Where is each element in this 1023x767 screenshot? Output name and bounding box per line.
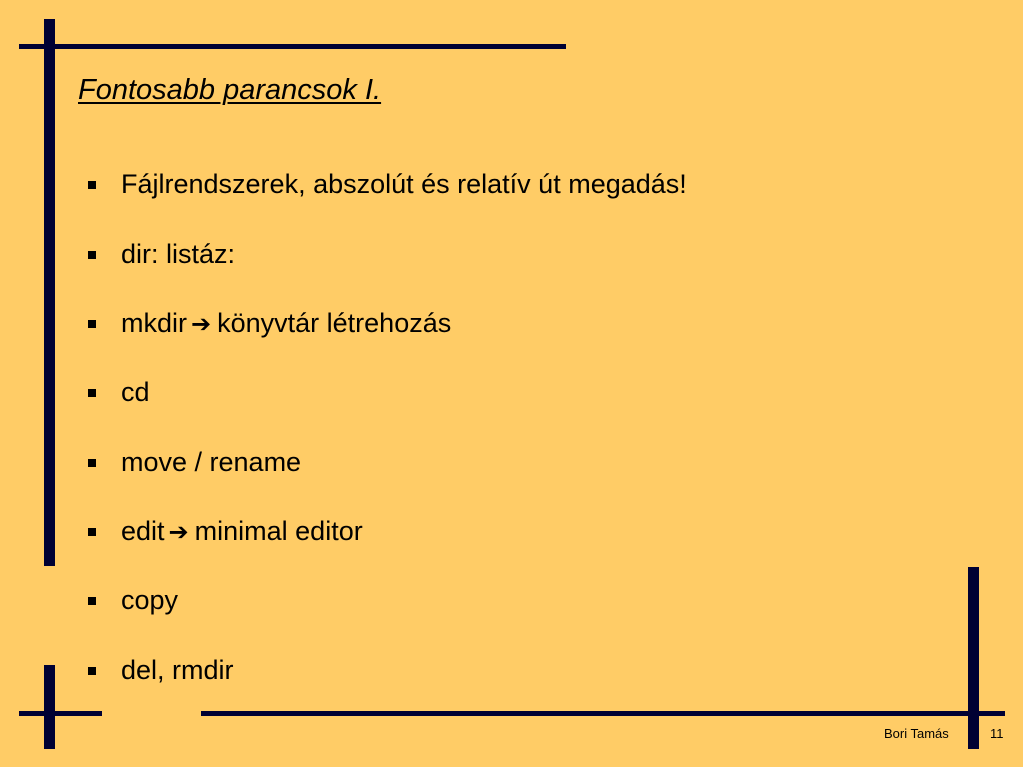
bullet-square-icon: [88, 181, 96, 189]
frame-line-right: [968, 567, 979, 749]
command-description: könyvtár létrehozás: [217, 308, 452, 338]
bullet-text: Fájlrendszerek, abszolút és relatív út megadás!: [121, 169, 687, 199]
frame-line-top: [19, 44, 566, 49]
bullet-text: [121, 513, 363, 550]
page-number: 11: [990, 726, 1004, 741]
command-name: mkdir: [121, 308, 187, 338]
bullet-square-icon: [88, 459, 96, 467]
frame-line-left: [44, 19, 55, 566]
bullet-item: [84, 652, 884, 688]
bullet-text: copy: [121, 585, 179, 615]
bullet-item: [84, 236, 884, 272]
bullet-text: del, rmdir: [121, 655, 234, 685]
bullet-item: [84, 166, 884, 202]
bullet-square-icon: [88, 320, 96, 328]
bullet-item: [84, 444, 884, 480]
command-description: minimal editor: [194, 516, 363, 546]
bullet-square-icon: [88, 528, 96, 536]
bullet-item: [84, 374, 884, 410]
bullet-square-icon: [88, 251, 96, 259]
bullet-text: dir: listáz:: [121, 239, 236, 269]
bullet-item: [84, 582, 884, 618]
bullet-text: move / rename: [121, 447, 302, 477]
bullet-item: [84, 513, 884, 549]
bullet-square-icon: [88, 667, 96, 675]
right-arrow-icon: ➔: [168, 518, 189, 546]
bullet-text: cd: [121, 377, 150, 407]
footer-author: Bori Tamás: [884, 726, 949, 741]
right-arrow-icon: ➔: [191, 310, 212, 338]
bullet-square-icon: [88, 389, 96, 397]
slide-title: Fontosabb parancsok I.: [78, 74, 382, 106]
bullet-item: [84, 305, 884, 341]
bullet-square-icon: [88, 597, 96, 605]
frame-line-bottom: [201, 711, 1005, 716]
command-name: edit: [121, 516, 165, 546]
frame-cross-horizontal: [19, 711, 102, 716]
bullet-text: [121, 305, 451, 342]
frame-cross-vertical: [44, 665, 55, 749]
